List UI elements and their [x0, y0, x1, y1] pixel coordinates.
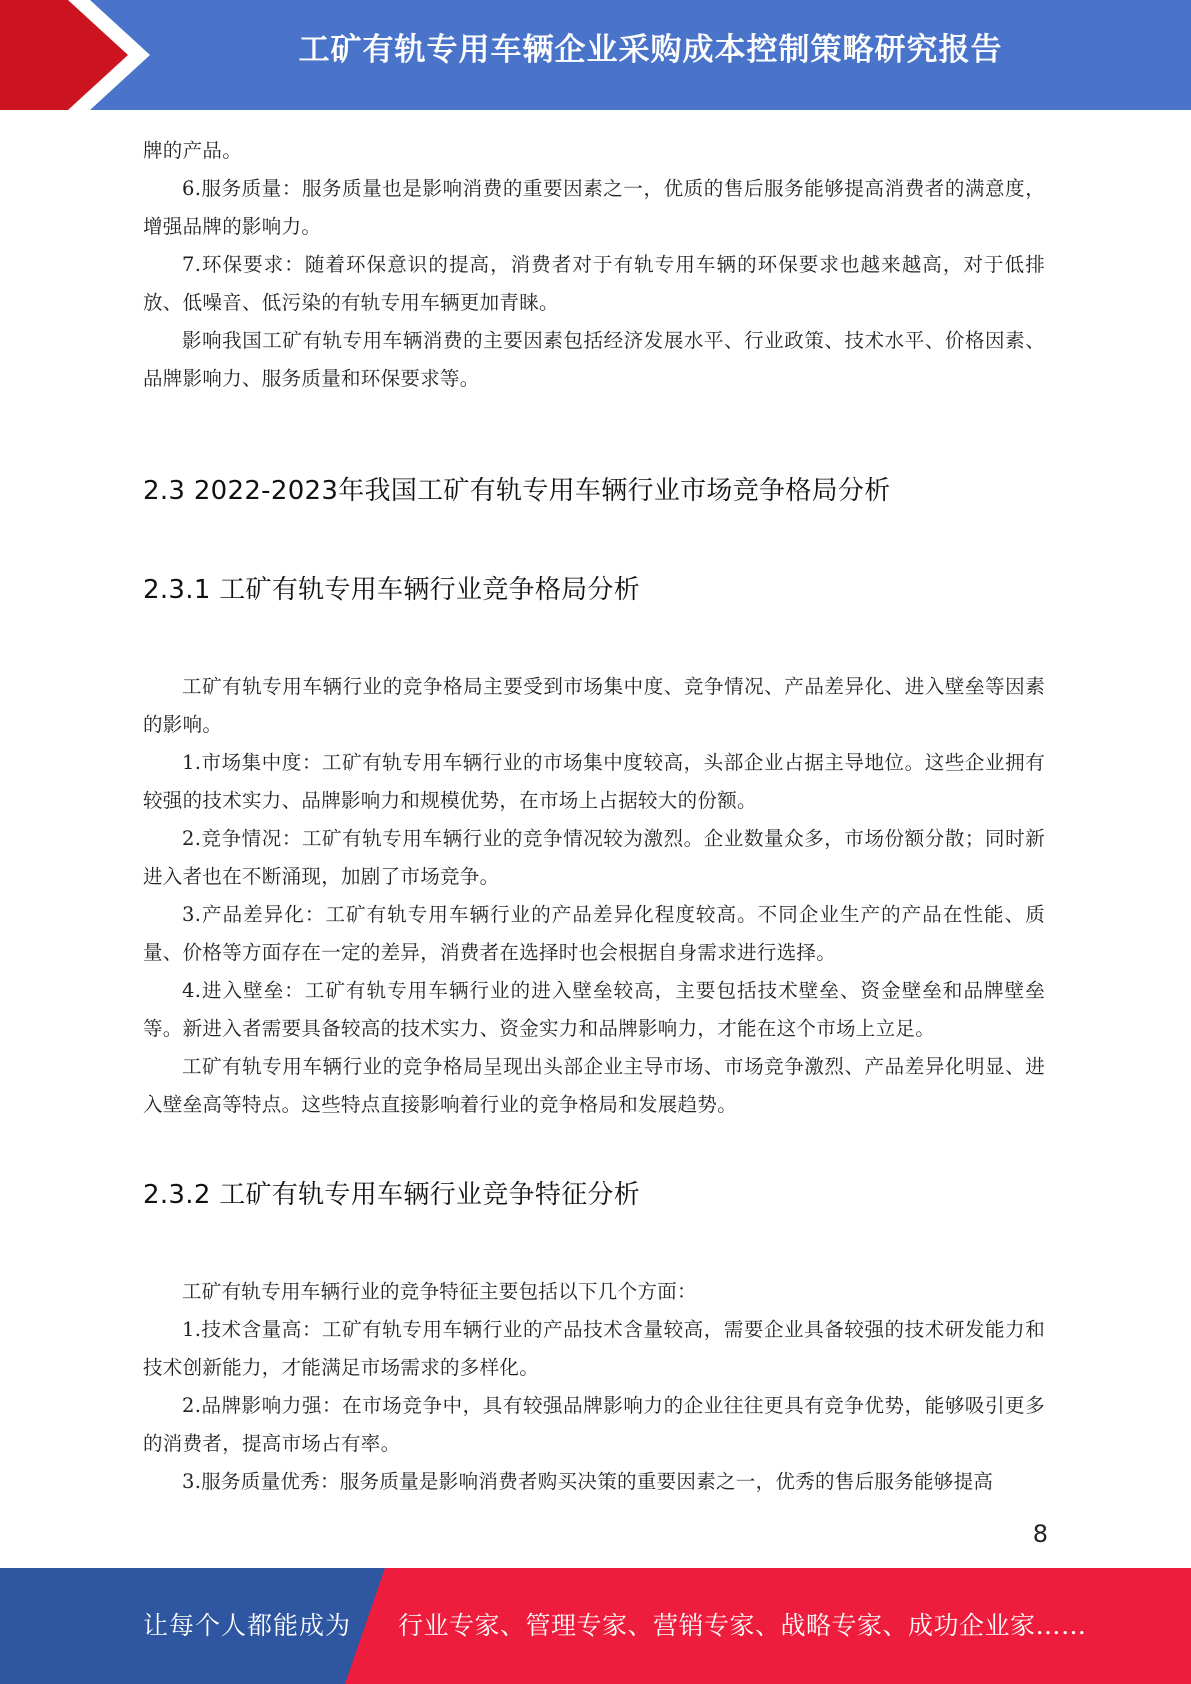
paragraph: 1.技术含量高：工矿有轨专用车辆行业的产品技术含量较高，需要企业具备较强的技术研发能力和技术创新能力，才能满足市场需求的多样化。: [143, 1318, 1045, 1379]
paragraph: 工矿有轨专用车辆行业的竞争格局主要受到市场集中度、竞争情况、产品差异化、进入壁垒等因素的影响。: [143, 675, 1045, 736]
paragraph: 2.竞争情况：工矿有轨专用车辆行业的竞争情况较为激烈。企业数量众多，市场份额分散；同时新进入者也在不断涌现，加剧了市场竞争。: [143, 827, 1045, 888]
page-footer: [0, 1568, 1191, 1684]
paragraph: 1.市场集中度：工矿有轨专用车辆行业的市场集中度较高，头部企业占据主导地位。这些企业拥有较强的技术实力、品牌影响力和规模优势，在市场上占据较大的份额。: [143, 751, 1045, 812]
paragraph: 工矿有轨专用车辆行业的竞争特征主要包括以下几个方面：: [182, 1280, 697, 1303]
paragraph: 7.环保要求：随着环保意识的提高，消费者对于有轨专用车辆的环保要求也越来越高，对于低排放、低噪音、低污染的有轨专用车辆更加青睐。: [143, 253, 1045, 314]
paragraph: 3.服务质量优秀：服务质量是影响消费者购买决策的重要因素之一，优秀的售后服务能够提高: [182, 1470, 994, 1493]
paragraph: 6.服务质量：服务质量也是影响消费的重要因素之一，优质的售后服务能够提高消费者的满意度，增强品牌的影响力。: [143, 177, 1045, 238]
paragraph: 3.产品差异化：工矿有轨专用车辆行业的产品差异化程度较高。不同企业生产的产品在性能、质量、价格等方面存在一定的差异，消费者在选择时也会根据自身需求进行选择。: [143, 903, 1045, 964]
paragraph: 牌的产品。: [143, 139, 243, 162]
section-2-3-2-body: [143, 1273, 1045, 1501]
paragraph: 4.进入壁垒：工矿有轨专用车辆行业的进入壁垒较高，主要包括技术壁垒、资金壁垒和品牌壁垒等。新进入者需要具备较高的技术实力、资金实力和品牌影响力，才能在这个市场上立足。: [143, 979, 1045, 1040]
footer-slogan-left: 让每个人都能成为: [143, 1611, 352, 1640]
page-number: 8: [1032, 1520, 1048, 1548]
paragraph: 2.品牌影响力强：在市场竞争中，具有较强品牌影响力的企业往往更具有竞争优势，能够吸引更多的消费者，提高市场占有率。: [143, 1394, 1045, 1455]
document-body: [143, 132, 1045, 1501]
report-title: 工矿有轨专用车辆企业采购成本控制策略研究报告: [298, 32, 1003, 68]
footer-slogan-right: 行业专家、管理专家、营销专家、战略专家、成功企业家……: [398, 1611, 1087, 1640]
page-header: [0, 0, 1191, 110]
section-heading-2-3: 2.3 2022-2023年我国工矿有轨专用车辆行业市场竞争格局分析: [143, 476, 891, 506]
section-heading-2-3-2: 2.3.2 工矿有轨专用车辆行业竞争特征分析: [143, 1180, 641, 1210]
paragraph: 影响我国工矿有轨专用车辆消费的主要因素包括经济发展水平、行业政策、技术水平、价格因素、品牌影响力、服务质量和环保要求等。: [143, 329, 1045, 390]
paragraph: 工矿有轨专用车辆行业的竞争格局呈现出头部企业主导市场、市场竞争激烈、产品差异化明显、进入壁垒高等特点。这些特点直接影响着行业的竞争格局和发展趋势。: [143, 1055, 1045, 1116]
section-2-3-1-body: [143, 668, 1045, 1124]
section-heading-2-3-1: 2.3.1 工矿有轨专用车辆行业竞争格局分析: [143, 575, 641, 605]
